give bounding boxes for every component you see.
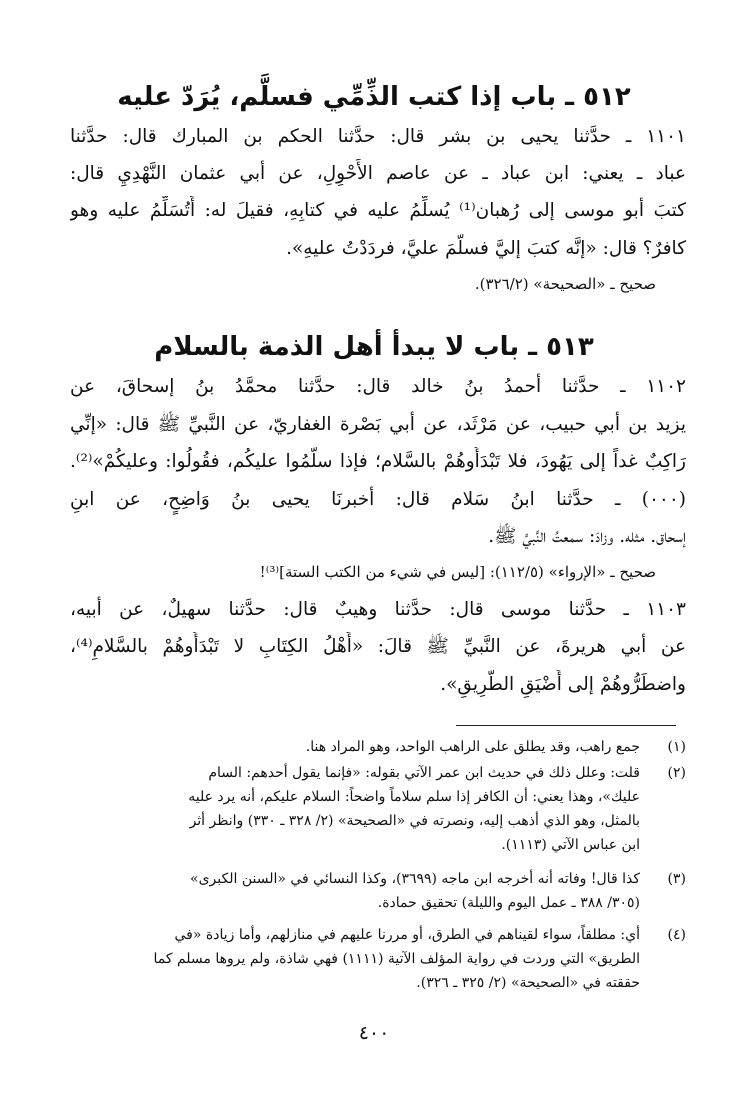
footnote-4 [70,923,686,995]
footnote-1 [70,735,686,759]
footnote-line: (٣٠٥/ ٣٨٨ ـ عمل اليوم والليلة) تحقيق حمادة. [377,895,640,911]
chapter-heading-513: ٥١٣ ـ باب لا يبدأ أهل الذمة بالسلام [154,332,594,362]
footnote-number: (٤) [667,927,686,943]
footnote-line: عليك»، وهذا يعني: أن الكافر إذا سلم سلاماً واضحاً: السلام عليكم، أنه يرد عليه [188,789,640,805]
hadith-1103-line-2: عن أبي هريرةَ، عن النَّبيِّ ﷺ قالَ: «أَهْلُ الكِتَابِ لا تَبْدَأُوهُمْ بالسَّلامِ⁽⁴⁾، [70,636,686,657]
grading-1102: صحيح ـ «الإرواء» (١١٢/٥): [ليس في شيء من الكتب الستة]⁽³⁾! [259,563,656,581]
footnote-line: أي: مطلقاً، سواء لقيناهم في الطرق، أو مررنا عليهم في منازلهم، وأما زيادة «في [174,927,640,943]
hadith-1101-line-2: عباد ـ يعني: ابن عباد ـ عن عاصم الأَحْوِلِ، عن أبي عثمان النَّهْدِيِ قال: [70,163,686,184]
footnote-line: كذا قال! وفاته أنه أخرجه ابن ماجه (٣٦٩٩)، وكذا النسائي في «السنن الكبرى» [190,871,640,887]
footnote-number: (١) [667,739,686,755]
hadith-1103-line-3: واضطَرُّوهُمْ إلى أَضْيَقِ الطَّرِيقِ». [440,674,686,695]
footnote-number: (٢) [667,765,686,781]
grading-1101: صحيح ـ «الصحيحة» (٣٢٦/٢). [474,275,656,293]
chapter-heading-512: ٥١٢ ـ باب إذا كتب الذِّمِّي فسلَّم، يُرَدّ عليه [117,82,631,112]
hadith-1102-line-2: يزيد بن أبي حبيب، عن مَرْثَد، عن أبي بَصْرة الغفاريّ، عن النَّبيِّ ﷺ قال: «إنِّي [70,414,686,435]
footnote-number: (٣) [667,871,686,887]
footnote-line: بالمثل، وهو الذي أذهب إليه، ونصرته في «الصحيحة» (٢/ ٣٢٨ ـ ٣٣٠) وانظر أثر [189,813,640,829]
hadith-1101-line-1: ١١٠١ ـ حدَّثنا يحيى بن بشر قال: حدَّثنا الحكم بن المبارك قال: حدَّثنا [70,126,686,147]
footnote-line: جمع راهب، وقد يطلق على الراهب الواحد، وهو المراد هنا. [305,739,640,755]
hadith-1101-line-4: كافرٌ؟ قال: «إنَّه كتبَ إليَّ فسلَّمَ عليَّ، فردَدْتُ عليهِ». [286,238,686,259]
page-number: ٤٠٠ [358,1022,390,1044]
hadith-1102-line-3: رَاكِبٌ غداً إلى يَهُودَ، فلا تَبْدَأُوهُمْ بالسَّلام؛ فإذا سلَّمُوا عليكُم، فقُولُوا: وعليكُمْ»⁽²⁾. [70,451,686,472]
footnote-line: الطريق» التي وردت في رواية المؤلف الآتية (١١١١) فهي شاذة، ولم يروها مسلم كما [153,951,640,967]
hadith-000-line-2: إسحاق. مثله. وزادَ: سمعتُ النَّبيَّ ﷺ. [488,526,686,547]
hadith-1101-line-3: كتبَ أبو موسى إلى رُهبان⁽¹⁾ يُسلِّمُ عليه في كتابِهِ، فقيلَ له: أَتُسَلِّمُ عليه وهو [70,200,686,221]
footnote-2 [70,761,686,857]
hadith-1102-line-1: ١١٠٢ ـ حدَّثنا أحمدُ بنُ خالد قال: حدَّثنا محمَّدُ بنُ إسحاقَ، عن [70,376,686,397]
footnote-separator [456,725,676,726]
footnote-line: قلت: وعلل ذلك في حديث ابن عمر الآتي بقوله: «فإنما يقول أحدهم: السام [208,765,640,781]
footnote-line: ابن عباس الآتي (١١١٣). [501,837,640,853]
footnote-3 [70,867,686,915]
hadith-000-line-1: (٠٠٠) ـ حدَّثنا ابنُ سَلام قال: أخبرنَا يحيى بنُ وَاضِحٍ، عن ابنِ [70,489,686,510]
hadith-1103-line-1: ١١٠٣ ـ حدَّثنا موسى قال: حدَّثنا وهيبٌ قال: حدَّثنا سهيلٌ، عن أبيه، [70,599,686,620]
footnote-line: حققته في «الصحيحة» (٢/ ٣٢٥ ـ ٣٢٦). [416,975,640,991]
